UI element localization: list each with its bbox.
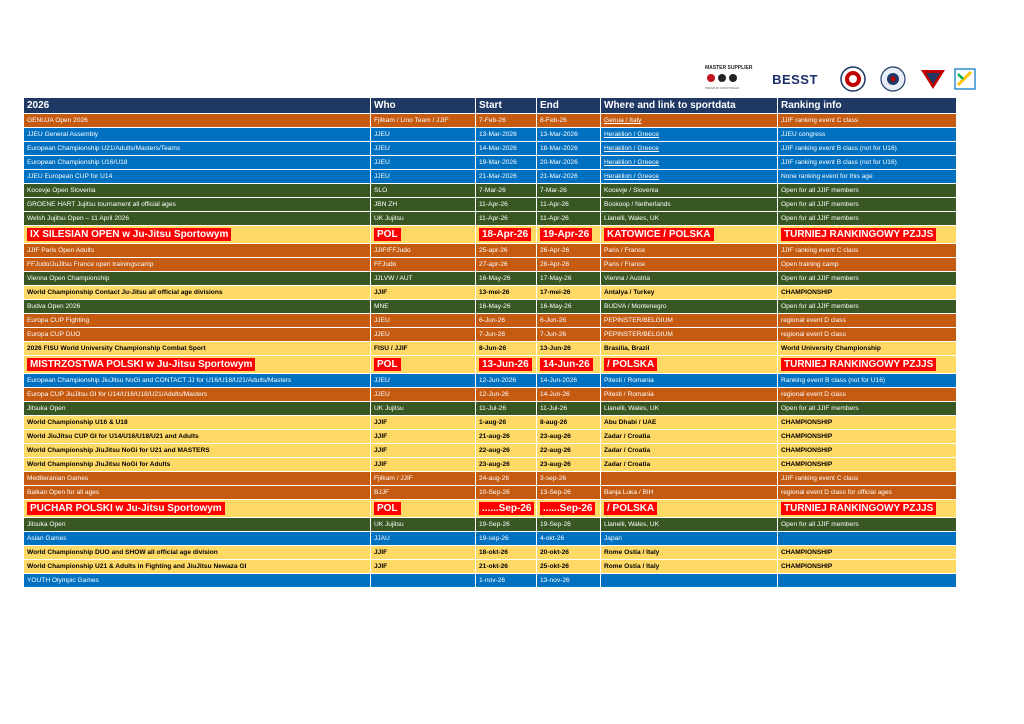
ranking-info-cell xyxy=(778,226,957,244)
start-date-cell: 16-May-26 xyxy=(476,272,537,286)
start-date-cell: 19-Mar-2026 xyxy=(476,156,537,170)
highlight-text: / POLSKA xyxy=(604,502,657,515)
location-cell: PEPINSTER/BELGIUM xyxy=(601,328,778,342)
event-cell: 2026 FISU World University Championship Combat Sport xyxy=(24,342,371,356)
table-row xyxy=(24,486,957,500)
who-cell: Fjilkam / Lino Team / JJIF xyxy=(371,114,476,128)
ranking-info-cell: JJIF ranking event C class xyxy=(778,244,957,258)
highlight-text: 13-Jun-26 xyxy=(479,358,532,371)
end-date-cell: 13-Jun-26 xyxy=(537,342,601,356)
start-date-cell: 24-aug-26 xyxy=(476,472,537,486)
table-row xyxy=(24,374,957,388)
ranking-info-cell xyxy=(778,356,957,374)
location-cell xyxy=(601,574,778,588)
highlight-text: TURNIEJ RANKINGOWY PZJJS xyxy=(781,358,936,371)
who-cell: JJIF xyxy=(371,546,476,560)
who-cell: UK Jujitsu xyxy=(371,402,476,416)
event-cell: European Championship U16/U18 xyxy=(24,156,371,170)
end-date-cell: 22-aug-26 xyxy=(537,444,601,458)
location-cell: Llanelli, Wales, UK xyxy=(601,402,778,416)
jjif-emblem-icon xyxy=(838,62,868,96)
event-cell: Jitsuka Open xyxy=(24,518,371,532)
event-cell: Kocevje Open Slovenia xyxy=(24,184,371,198)
start-date-cell: 6-Jun-26 xyxy=(476,314,537,328)
end-date-cell xyxy=(537,226,601,244)
location-cell xyxy=(601,356,778,374)
who-cell: JJEU xyxy=(371,314,476,328)
start-date-cell: 11-Jul-26 xyxy=(476,402,537,416)
event-cell: Asian Games xyxy=(24,532,371,546)
ranking-info-cell: JJEU congress xyxy=(778,128,957,142)
start-date-cell: 11-Apr-26 xyxy=(476,198,537,212)
end-date-cell: 14-Jun-26 xyxy=(537,388,601,402)
col-header-who: Who xyxy=(371,98,476,114)
who-cell: JJEU xyxy=(371,156,476,170)
who-cell xyxy=(371,356,476,374)
ranking-info-cell: JJIF ranking event B class (not for U16) xyxy=(778,156,957,170)
location-cell: Zadar / Croatia xyxy=(601,444,778,458)
table-row xyxy=(24,444,957,458)
table-row xyxy=(24,472,957,486)
table-row xyxy=(24,198,957,212)
table-row xyxy=(24,142,957,156)
event-cell: Europa CUP JiuJitsu GI for U14/U16/U18/U21/Adults/Masters xyxy=(24,388,371,402)
end-date-cell: 20-okt-26 xyxy=(537,546,601,560)
supplier-marks-icon xyxy=(707,74,737,82)
start-date-cell: 21-okt-26 xyxy=(476,560,537,574)
event-cell: Balkan Open for all ages xyxy=(24,486,371,500)
table-row xyxy=(24,128,957,142)
highlight-text: POL xyxy=(374,358,401,371)
ranking-info-cell: CHAMPIONSHIP xyxy=(778,286,957,300)
table-row xyxy=(24,560,957,574)
event-cell: GROENE HART Jujitsu tournament all official ages xyxy=(24,198,371,212)
table-body xyxy=(24,114,957,588)
start-date-cell: 7-Feb-26 xyxy=(476,114,537,128)
start-date-cell: 25-apr-26 xyxy=(476,244,537,258)
event-cell: YOUTH Olympic Games xyxy=(24,574,371,588)
ranking-info-cell: Open training camp xyxy=(778,258,957,272)
location-cell: PEPINSTER/BELGIUM xyxy=(601,314,778,328)
supplier-title: MASTER SUPPLIER xyxy=(705,65,753,71)
who-cell: JJEU xyxy=(371,170,476,184)
highlight-text: TURNIEJ RANKINGOWY PZJJS xyxy=(781,502,936,515)
end-date-cell xyxy=(537,500,601,518)
ranking-info-cell: regional event D class for official ages xyxy=(778,486,957,500)
start-date-cell: 27-apr-26 xyxy=(476,258,537,272)
start-date-cell: 7-Jun-26 xyxy=(476,328,537,342)
end-date-cell: 21-Mar-2026 xyxy=(537,170,601,184)
location-cell: Pitesti / Romania xyxy=(601,374,778,388)
end-date-cell: 11-Jul-26 xyxy=(537,402,601,416)
who-cell: JJEU xyxy=(371,374,476,388)
end-date-cell: 18-Mar-2026 xyxy=(537,142,601,156)
event-cell: FFJudo/JuJitsu France open trainingscamp xyxy=(24,258,371,272)
besst-text: BESST xyxy=(772,71,818,87)
event-cell: JJIF Paris Open Adults xyxy=(24,244,371,258)
location-cell[interactable] xyxy=(601,170,778,184)
location-cell xyxy=(601,500,778,518)
ranking-info-cell: Ranking event B class (not for U16) xyxy=(778,374,957,388)
highlight-text: POL xyxy=(374,228,401,241)
end-date-cell: 7-Jun-26 xyxy=(537,328,601,342)
ranking-info-cell: Open for all JJIF members xyxy=(778,212,957,226)
start-date-cell: 21-aug-26 xyxy=(476,430,537,444)
highlight-text: ......Sep-26 xyxy=(540,502,595,515)
table-row xyxy=(24,546,957,560)
event-cell: World JiuJitsu CUP GI for U14/U16/U18/U21 and Adults xyxy=(24,430,371,444)
end-date-cell: 25-okt-26 xyxy=(537,560,601,574)
location-cell: Zadar / Croatia xyxy=(601,458,778,472)
col-header-year: 2026 xyxy=(24,98,371,114)
end-date-cell: 23-aug-26 xyxy=(537,458,601,472)
who-cell: JJIF xyxy=(371,560,476,574)
end-date-cell: 13-Sep-26 xyxy=(537,486,601,500)
table-row xyxy=(24,184,957,198)
start-date-cell: 19-Sep-26 xyxy=(476,518,537,532)
location-cell: Banja Luka / BIH xyxy=(601,486,778,500)
event-cell: JJEU European CUP for U14 xyxy=(24,170,371,184)
ranking-info-cell: Open for all JJIF members xyxy=(778,272,957,286)
table-row xyxy=(24,244,957,258)
ranking-info-cell xyxy=(778,532,957,546)
location-cell[interactable] xyxy=(601,128,778,142)
table-row xyxy=(24,416,957,430)
table-row xyxy=(24,430,957,444)
who-cell xyxy=(371,574,476,588)
sportdata-link[interactable]: Heraklion / Greece xyxy=(604,173,659,180)
end-date-cell: 3-sep-26 xyxy=(537,472,601,486)
table-row xyxy=(24,300,957,314)
start-date-cell: 18-okt-26 xyxy=(476,546,537,560)
ranking-info-cell: Open for all JJIF members xyxy=(778,184,957,198)
who-cell: JJEU xyxy=(371,128,476,142)
jjeu-emblem-icon xyxy=(878,62,908,96)
end-date-cell: 13-nov-26 xyxy=(537,574,601,588)
who-cell: JJLVW / AUT xyxy=(371,272,476,286)
who-cell: UK Jujitsu xyxy=(371,518,476,532)
who-cell xyxy=(371,500,476,518)
location-cell[interactable] xyxy=(601,114,778,128)
master-supplier-logo xyxy=(705,62,755,96)
ranking-info-cell xyxy=(778,574,957,588)
end-date-cell: 14-Jun-2026 xyxy=(537,374,601,388)
ranking-info-cell: CHAMPIONSHIP xyxy=(778,444,957,458)
start-date-cell: 11-Apr-26 xyxy=(476,212,537,226)
who-cell: FFJudo xyxy=(371,258,476,272)
sponsor-logos xyxy=(700,62,980,96)
location-cell: Llanelli, Wales, UK xyxy=(601,212,778,226)
sportdata-link[interactable]: Heraklion / Greece xyxy=(604,145,659,152)
event-cell: Budva Open 2026 xyxy=(24,300,371,314)
start-date-cell: 21-Mar-2026 xyxy=(476,170,537,184)
who-cell: JJEU xyxy=(371,142,476,156)
start-date-cell: 16-May-26 xyxy=(476,300,537,314)
end-date-cell: 23-aug-26 xyxy=(537,430,601,444)
sportdata-link[interactable]: Genua / Italy xyxy=(604,117,642,124)
start-date-cell: 12-Jun-2026 xyxy=(476,374,537,388)
end-date-cell: 16-May-26 xyxy=(537,300,601,314)
event-cell xyxy=(24,356,371,374)
location-cell: Paris / France xyxy=(601,244,778,258)
event-cell xyxy=(24,500,371,518)
event-cell: JJEU General Assembly xyxy=(24,128,371,142)
event-cell: World Championship JiuJitsu NoGi for Adults xyxy=(24,458,371,472)
ranking-info-cell: Open for all JJIF members xyxy=(778,518,957,532)
events-table xyxy=(23,97,957,588)
who-cell: JBN ZH xyxy=(371,198,476,212)
event-cell: Welsh Jujitsu Open – 11 April 2026 xyxy=(24,212,371,226)
start-date-cell xyxy=(476,356,537,374)
ranking-info-cell: CHAMPIONSHIP xyxy=(778,430,957,444)
end-date-cell: 7-Mar-26 xyxy=(537,184,601,198)
event-cell: Jitsuka Open xyxy=(24,402,371,416)
ranking-info-cell: Open for all JJIF members xyxy=(778,402,957,416)
col-header-end: End xyxy=(537,98,601,114)
start-date-cell: 1-nov-26 xyxy=(476,574,537,588)
end-date-cell: 8-aug-26 xyxy=(537,416,601,430)
highlight-text: IX SILESIAN OPEN w Ju-Jitsu Sportowym xyxy=(27,228,231,241)
highlight-table-row xyxy=(24,356,957,374)
start-date-cell: 14-Mar-2026 xyxy=(476,142,537,156)
table-row xyxy=(24,402,957,416)
who-cell xyxy=(371,226,476,244)
ranking-info-cell xyxy=(778,500,957,518)
col-header-ranking: Ranking info xyxy=(778,98,957,114)
highlight-text: PUCHAR POLSKI w Ju-Jitsu Sportowym xyxy=(27,502,225,515)
sportdata-link[interactable]: Heraklion / Greece xyxy=(604,131,659,138)
location-cell: Japan xyxy=(601,532,778,546)
start-date-cell: 1-aug-26 xyxy=(476,416,537,430)
end-date-cell: 28-Apr-26 xyxy=(537,258,601,272)
table-row xyxy=(24,156,957,170)
event-cell: European Championship JiuJitsu NoGi and CONTACT JJ for U16/U18/U21/Adults/Masters xyxy=(24,374,371,388)
table-row xyxy=(24,518,957,532)
who-cell: JJIF xyxy=(371,416,476,430)
highlight-text: 18-Apr-26 xyxy=(479,228,531,241)
location-cell: Abu Dhabi / UAE xyxy=(601,416,778,430)
who-cell: SLO xyxy=(371,184,476,198)
event-cell: Mediteranian Games xyxy=(24,472,371,486)
end-date-cell: 11-Apr-26 xyxy=(537,198,601,212)
table-row xyxy=(24,212,957,226)
ranking-info-cell: JJIF ranking event C class xyxy=(778,114,957,128)
col-header-where: Where and link to sportdata xyxy=(601,98,778,114)
sportdata-link[interactable]: Heraklion / Greece xyxy=(604,159,659,166)
ranking-info-cell: regional event D class xyxy=(778,328,957,342)
location-cell: Pitesti / Romania xyxy=(601,388,778,402)
who-cell: UK Jujitsu xyxy=(371,212,476,226)
ranking-info-cell: CHAMPIONSHIP xyxy=(778,546,957,560)
who-cell: JJIF/FFJudo xyxy=(371,244,476,258)
table-row xyxy=(24,342,957,356)
start-date-cell: 12-Jun-26 xyxy=(476,388,537,402)
start-date-cell: 10-Sep-26 xyxy=(476,486,537,500)
location-cell xyxy=(601,226,778,244)
location-cell: Boskoop / Netherlands xyxy=(601,198,778,212)
table-row xyxy=(24,328,957,342)
event-cell: Europa CUP Fighting xyxy=(24,314,371,328)
highlight-text: TURNIEJ RANKINGOWY PZJJS xyxy=(781,228,936,241)
who-cell: JJAU xyxy=(371,532,476,546)
who-cell: Fjilkam / JJIF xyxy=(371,472,476,486)
location-cell: Rome Ostia / Italy xyxy=(601,546,778,560)
event-cell: World Championship U16 & U18 xyxy=(24,416,371,430)
who-cell: MNE xyxy=(371,300,476,314)
ranking-info-cell: CHAMPIONSHIP xyxy=(778,560,957,574)
highlight-table-row xyxy=(24,226,957,244)
event-cell xyxy=(24,226,371,244)
end-date-cell xyxy=(537,356,601,374)
location-cell: Kocevje / Slovenia xyxy=(601,184,778,198)
start-date-cell: 19-sep-26 xyxy=(476,532,537,546)
start-date-cell: 13-mei-26 xyxy=(476,286,537,300)
who-cell: JJEU xyxy=(371,388,476,402)
ranking-info-cell: None ranking event for this age xyxy=(778,170,957,184)
table-row xyxy=(24,114,957,128)
event-cell: World Championship Contact Ju-Jitsu all official age divisions xyxy=(24,286,371,300)
table-row xyxy=(24,272,957,286)
location-cell xyxy=(601,472,778,486)
start-date-cell: 23-aug-26 xyxy=(476,458,537,472)
who-cell: JJIF xyxy=(371,444,476,458)
ranking-info-cell: Open for all JJIF members xyxy=(778,300,957,314)
who-cell: FISU / JJIF xyxy=(371,342,476,356)
table-row xyxy=(24,314,957,328)
who-cell: JJEU xyxy=(371,328,476,342)
event-cell: Vienna Open Championship xyxy=(24,272,371,286)
location-cell: Zadar / Croatia xyxy=(601,430,778,444)
highlight-text: ......Sep-26 xyxy=(479,502,534,515)
location-cell: Vienna / Austria xyxy=(601,272,778,286)
flag-emblem-icon xyxy=(952,62,978,96)
start-date-cell: 8-Jun-26 xyxy=(476,342,537,356)
end-date-cell: 13-Mar-2026 xyxy=(537,128,601,142)
event-cell: Europa CUP DUO xyxy=(24,328,371,342)
highlight-text: POL xyxy=(374,502,401,515)
location-cell[interactable] xyxy=(601,142,778,156)
end-date-cell: 17-May-26 xyxy=(537,272,601,286)
table-header-row xyxy=(24,98,957,114)
end-date-cell: 4-okt-26 xyxy=(537,532,601,546)
table-row xyxy=(24,574,957,588)
start-date-cell: 7-Mar-26 xyxy=(476,184,537,198)
supplier-sub: PREMIUM SPORTWEAR xyxy=(705,86,740,90)
pzjjs-emblem-icon xyxy=(918,62,948,96)
location-cell: Rome Ostia / Italy xyxy=(601,560,778,574)
highlight-text: 14-Jun-26 xyxy=(540,358,593,371)
ranking-info-cell: World University Championship xyxy=(778,342,957,356)
besst-logo xyxy=(772,62,818,96)
event-cell: World Championship DUO and SHOW all official age division xyxy=(24,546,371,560)
highlight-text: 19-Apr-26 xyxy=(540,228,592,241)
col-header-start: Start xyxy=(476,98,537,114)
event-cell: GENUJA Open 2026 xyxy=(24,114,371,128)
ranking-info-cell: regional event D class xyxy=(778,314,957,328)
end-date-cell: 19-Sep-26 xyxy=(537,518,601,532)
highlight-text: / POLSKA xyxy=(604,358,657,371)
table-row xyxy=(24,286,957,300)
table-row xyxy=(24,258,957,272)
highlight-text: MISTRZOSTWA POLSKI w Ju-Jitsu Sportowym xyxy=(27,358,255,371)
start-date-cell: 22-aug-26 xyxy=(476,444,537,458)
event-cell: World Championship U21 & Adults in Fighting and JiuJitsu Newaza GI xyxy=(24,560,371,574)
end-date-cell: 20-Mar-2026 xyxy=(537,156,601,170)
end-date-cell: 17-mei-26 xyxy=(537,286,601,300)
table-row xyxy=(24,388,957,402)
ranking-info-cell: CHAMPIONSHIP xyxy=(778,416,957,430)
location-cell: Llanelli, Wales, UK xyxy=(601,518,778,532)
who-cell: BJJF xyxy=(371,486,476,500)
location-cell: Antalya / Turkey xyxy=(601,286,778,300)
end-date-cell: 11-Apr-26 xyxy=(537,212,601,226)
location-cell[interactable] xyxy=(601,156,778,170)
table-row xyxy=(24,458,957,472)
highlight-text: KATOWICE / POLSKA xyxy=(604,228,714,241)
end-date-cell: 8-Feb-26 xyxy=(537,114,601,128)
event-cell: European Championship U21/Adults/Masters/Teams xyxy=(24,142,371,156)
start-date-cell xyxy=(476,226,537,244)
start-date-cell xyxy=(476,500,537,518)
ranking-info-cell: CHAMPIONSHIP xyxy=(778,458,957,472)
start-date-cell: 13-Mar-2026 xyxy=(476,128,537,142)
location-cell: BUDVA / Montenegro xyxy=(601,300,778,314)
ranking-info-cell: JJIF ranking event B class (not for U16) xyxy=(778,142,957,156)
table-row xyxy=(24,532,957,546)
who-cell: JJIF xyxy=(371,458,476,472)
event-cell: World Championship JiuJitsu NoGi for U21 and MASTERS xyxy=(24,444,371,458)
end-date-cell: 6-Jun-26 xyxy=(537,314,601,328)
location-cell: Brasilia, Brazil xyxy=(601,342,778,356)
highlight-table-row xyxy=(24,500,957,518)
ranking-info-cell: Open for all JJIF members xyxy=(778,198,957,212)
who-cell: JJIF xyxy=(371,430,476,444)
location-cell: Paris / France xyxy=(601,258,778,272)
ranking-info-cell: JJIF ranking event C class xyxy=(778,472,957,486)
who-cell: JJIF xyxy=(371,286,476,300)
ranking-info-cell: regional event D class xyxy=(778,388,957,402)
end-date-cell: 26-Apr-26 xyxy=(537,244,601,258)
table-row xyxy=(24,170,957,184)
